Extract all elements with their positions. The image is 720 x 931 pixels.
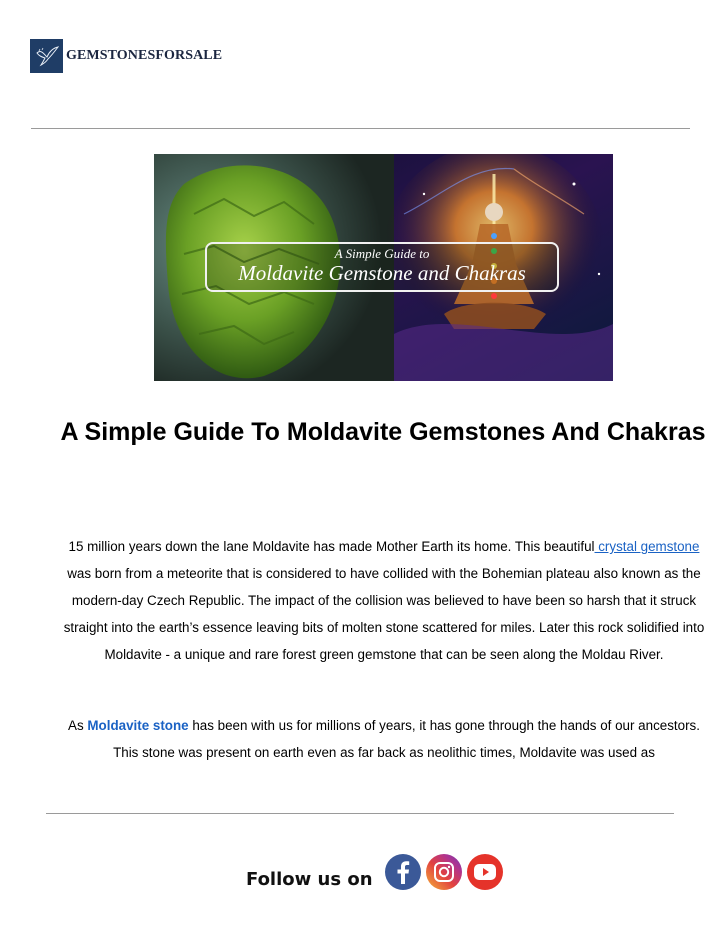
instagram-icon[interactable] bbox=[426, 854, 462, 890]
moldavite-stone-link[interactable]: Moldavite stone bbox=[87, 718, 189, 733]
follow-label: Follow us on bbox=[246, 868, 373, 890]
bottom-divider bbox=[46, 813, 674, 814]
paragraph-1-text-a: 15 million years down the lane Moldavite has made Mother Earth its home. This beautiful bbox=[68, 539, 595, 554]
facebook-icon[interactable] bbox=[385, 854, 421, 890]
article-paragraph-1 bbox=[58, 533, 710, 668]
social-follow-bar bbox=[246, 854, 508, 890]
article-title: A Simple Guide To Moldavite Gemstones And Chakras bbox=[60, 418, 706, 446]
paragraph-2-text-b: has been with us for millions of years, it has gone through the hands of our ancestors. This stone was present on earth even as far back as neolithic times, Moldavite was used as bbox=[113, 718, 700, 760]
paragraph-2-text-a: As bbox=[68, 718, 88, 733]
hero-banner bbox=[154, 154, 613, 381]
paragraph-1-text-b: was born from a meteorite that is considered to have collided with the Bohemian plateau also known as the modern-day Czech Republic. The impact of the collision was believed to have been so harsh that it struck straight into the earth’s essence leaving bits of molten stone scattered for miles. Later this rock solidified into Moldavite - a unique and rare forest green gemstone that can be seen along the Moldau River. bbox=[63, 566, 705, 662]
crystal-gemstone-link[interactable]: crystal gemstone bbox=[594, 539, 700, 554]
top-divider bbox=[31, 128, 690, 129]
brand-logo[interactable] bbox=[30, 39, 222, 73]
hero-caption bbox=[205, 242, 559, 292]
hero-caption-line1: A Simple Guide to bbox=[334, 246, 430, 261]
brand-name: GEMSTONESFORSALE bbox=[66, 48, 223, 63]
bird-logo-icon bbox=[30, 39, 63, 73]
article-paragraph-2 bbox=[58, 712, 710, 766]
hero-caption-line2: Moldavite Gemstone and Chakras bbox=[238, 261, 526, 285]
youtube-icon[interactable] bbox=[467, 854, 503, 890]
